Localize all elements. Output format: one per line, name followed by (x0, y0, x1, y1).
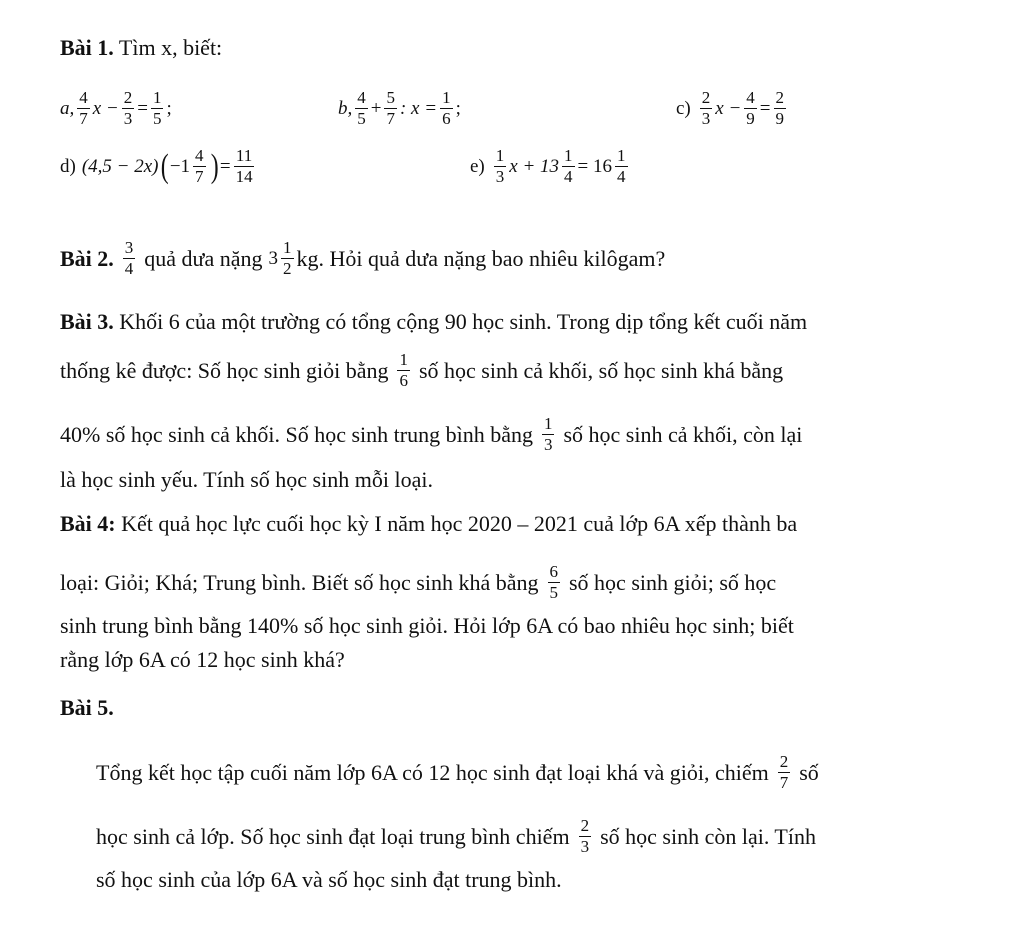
bai4-line1: Bài 4: Kết quả học lực cuối học kỳ I năm học 2020 – 2021 cuả lớp 6A xếp thành ba (60, 511, 798, 536)
term: x + 13 (509, 155, 560, 177)
label-d: d) (60, 155, 76, 177)
fraction: $\frac{1}{3}$ (495, 146, 505, 186)
term: x − (92, 97, 119, 119)
fraction: $\frac{1}{6}$ (442, 88, 451, 128)
term: x − (715, 97, 742, 119)
fraction: $\frac{4}{7}$ (195, 146, 204, 186)
bai5-line2: học sinh cả lớp. Số học sinh đạt loại trung bình chiếm $\frac{2}{3}$ số học sinh còn lại. Tính (96, 816, 816, 856)
fraction: $\frac{2}{3}$ (580, 816, 590, 856)
bai2-title: Bài 2. (60, 245, 114, 271)
fraction: $\frac{1}{4}$ (617, 146, 626, 186)
bai1-a: a, $\frac{4}{7}$ x − $\frac{2}{3}$ = $\frac{1}{5}$ ; (60, 88, 172, 128)
term: (4,5 − 2x) (81, 155, 159, 177)
bai4-line4: rằng lớp 6A có 12 học sinh khá? (60, 647, 345, 672)
label-c: c) (676, 97, 691, 119)
fraction: $\frac{6}{5}$ (549, 562, 558, 602)
mixed-number: 3 $\frac{1}{2}$ (268, 238, 292, 278)
bai1-e: e) $\frac{1}{3}$ x + 13 $\frac{1}{4}$ = 16 $\frac{1}{4}$ (470, 146, 626, 186)
bai1-title: Bài 1. (60, 35, 114, 60)
bai1-c: c) $\frac{2}{3}$ x − $\frac{4}{9}$ = $\frac{2}{9}$ (676, 88, 784, 128)
label-e: e) (470, 155, 485, 177)
bai3-line3: 40% số học sinh cả khối. Số học sinh trung bình bằng $\frac{1}{3}$ số học sinh cả khối, còn lại (60, 414, 803, 454)
fraction: $\frac{1}{5}$ (152, 88, 162, 128)
fraction: $\frac{4}{9}$ (746, 88, 755, 128)
fraction: $\frac{1}{6}$ (399, 350, 408, 390)
bai5-title: Bài 5. (60, 695, 114, 720)
bai4-line3: sinh trung bình bằng 140% số học sinh giỏi. Hỏi lớp 6A có bao nhiêu học sinh; biết (60, 613, 794, 638)
fraction: $\frac{2}{9}$ (775, 88, 784, 128)
label-b: b, (338, 97, 353, 119)
equals: = (137, 97, 148, 119)
bai1-intro: Tìm x, biết: (118, 35, 223, 60)
bai1-heading (60, 34, 222, 62)
fraction: $\frac{2}{3}$ (701, 88, 711, 128)
bai3-line4: là học sinh yếu. Tính số học sinh mỗi loại. (60, 467, 433, 492)
fraction: $\frac{3}{4}$ (124, 238, 134, 278)
term: : x = (399, 97, 438, 119)
bai5-line3: số học sinh của lớp 6A và số học sinh đạt trung bình. (96, 867, 562, 892)
bai3-title: Bài 3. (60, 309, 114, 334)
fraction: $\frac{1}{3}$ (543, 414, 553, 454)
fraction: $\frac{4}{7}$ (79, 88, 88, 128)
bai4-title: Bài 4: (60, 511, 116, 536)
fraction: $\frac{1}{4}$ (564, 146, 573, 186)
bai3-line1: Bài 3. Khối 6 của một trường có tổng cộng 90 học sinh. Trong dịp tổng kết cuối năm (60, 309, 808, 334)
bai4-line2: loại: Giỏi; Khá; Trung bình. Biết số học sinh khá bằng $\frac{6}{5}$ số học sinh giỏi; số học (60, 562, 777, 602)
fraction: $\frac{2}{3}$ (123, 88, 133, 128)
fraction: $\frac{5}{7}$ (386, 88, 395, 128)
fraction: $\frac{4}{5}$ (357, 88, 366, 128)
bai1-b: b, $\frac{4}{5}$ + $\frac{5}{7}$ : x = $\frac{1}{6}$ ; (338, 88, 461, 128)
bai2: Bài 2. $\frac{3}{4}$ quả dưa nặng 3 $\frac{1}{2}$ kg. Hỏi quả dưa nặng bao nhiêu kilôgam? (60, 238, 666, 278)
bai1-d: d) (4,5 − 2x) ( −1 $\frac{4}{7}$ ) = $\frac{11}{14}$ (60, 146, 253, 186)
bai5-line1: Tổng kết học tập cuối năm lớp 6A có 12 học sinh đạt loại khá và giỏi, chiếm $\frac{2}{7}$ số (96, 752, 819, 792)
fraction: $\frac{2}{7}$ (779, 752, 789, 792)
fraction: $\frac{11}{14}$ (235, 146, 253, 186)
label-a: a, (60, 97, 75, 119)
bai3-line2: thống kê được: Số học sinh giỏi bằng $\frac{1}{6}$ số học sinh cả khối, số học sinh khá bằng (60, 350, 784, 390)
